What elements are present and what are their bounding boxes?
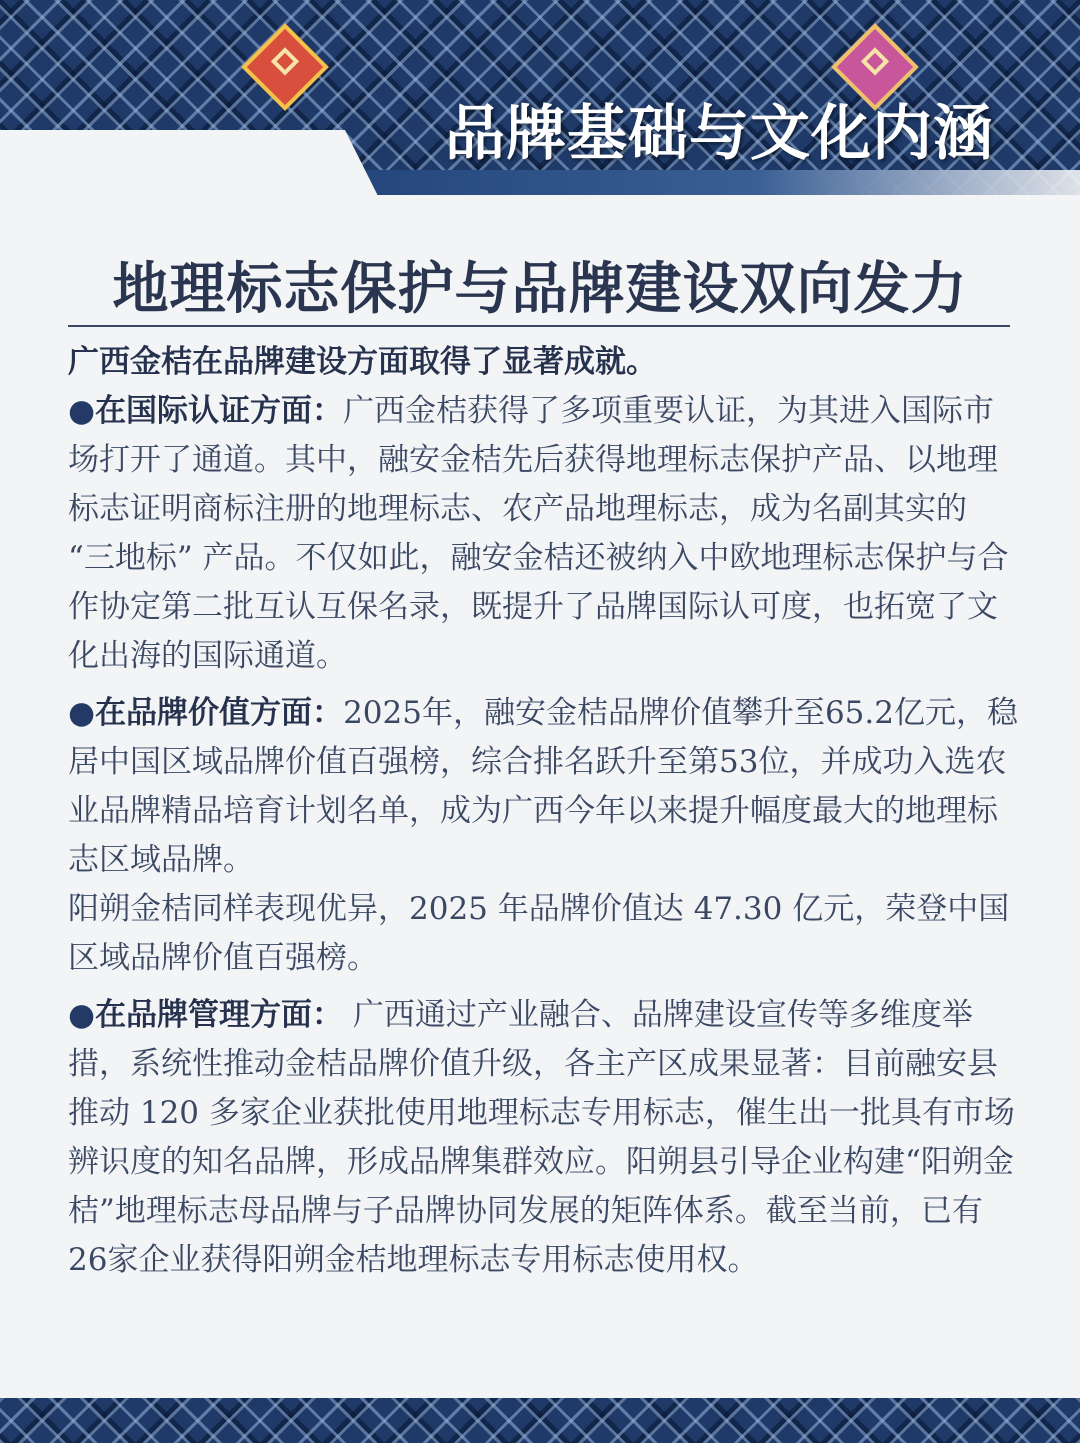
bullet-icon: ● [68, 393, 96, 429]
section-text: 广西通过产业融合、品牌建设宣传等多维度举措，系统性推动金桔品牌价值升级，各主产区成果显著：目前融安县推动 120 多家企业获批使用地理标志专用标志，催生出一批具有市场辨识度的知名品牌，形成品牌集群效应。阳朔县引导企业构建“阳朔金桔”地理标志母品牌与子品牌协同发展的矩阵体系。截至当前，已有26家企业获得阳朔金桔地理标志专用标志使用权。 [68, 997, 1015, 1278]
bullet-icon: ● [68, 695, 96, 731]
section-international-certification [68, 387, 1018, 681]
title-divider [68, 325, 1010, 327]
section-brand-value [68, 689, 1018, 885]
page-title: 地理标志保护与品牌建设双向发力 [112, 256, 968, 322]
footer-pattern-band [0, 1398, 1080, 1443]
header-cutout [0, 130, 380, 200]
bullet-icon: ● [68, 997, 96, 1033]
section-banner-title: 品牌基础与文化内涵 [445, 99, 994, 169]
header-gradient-strip [360, 170, 1080, 195]
section-brand-management [68, 991, 1018, 1285]
section-text: 广西金桔获得了多项重要认证，为其进入国际市场打开了通道。其中，融安金桔先后获得地理标志保护产品、以地理标志证明商标注册的地理标志、农产品地理标志，成为名副其实的 “三地标” 产品。不仅如此，融安金桔还被纳入中欧地理标志保护与合作协定第二批互认互保名录，既提升了品牌国际认可度，也拓宽了文化出海的国际通道。 [68, 393, 1009, 674]
section-label: 在品牌价值方面： [95, 695, 344, 731]
article-body [68, 338, 1018, 1285]
section-label: 在国际认证方面： [95, 393, 344, 429]
intro-paragraph: 广西金桔在品牌建设方面取得了显著成就。 [68, 344, 657, 380]
section-brand-value-extra: 阳朔金桔同样表现优异，2025 年品牌价值达 47.30 亿元，荣登中国区域品牌价值百强榜。 [68, 891, 1010, 976]
section-text: 2025年，融安金桔品牌价值攀升至65.2亿元，稳居中国区域品牌价值百强榜，综合排名跃升至第53位，并成功入选农业品牌精品培育计划名单，成为广西今年以来提升幅度最大的地理标志区域品牌。 [68, 695, 1018, 878]
section-label: 在品牌管理方面： [95, 997, 344, 1033]
